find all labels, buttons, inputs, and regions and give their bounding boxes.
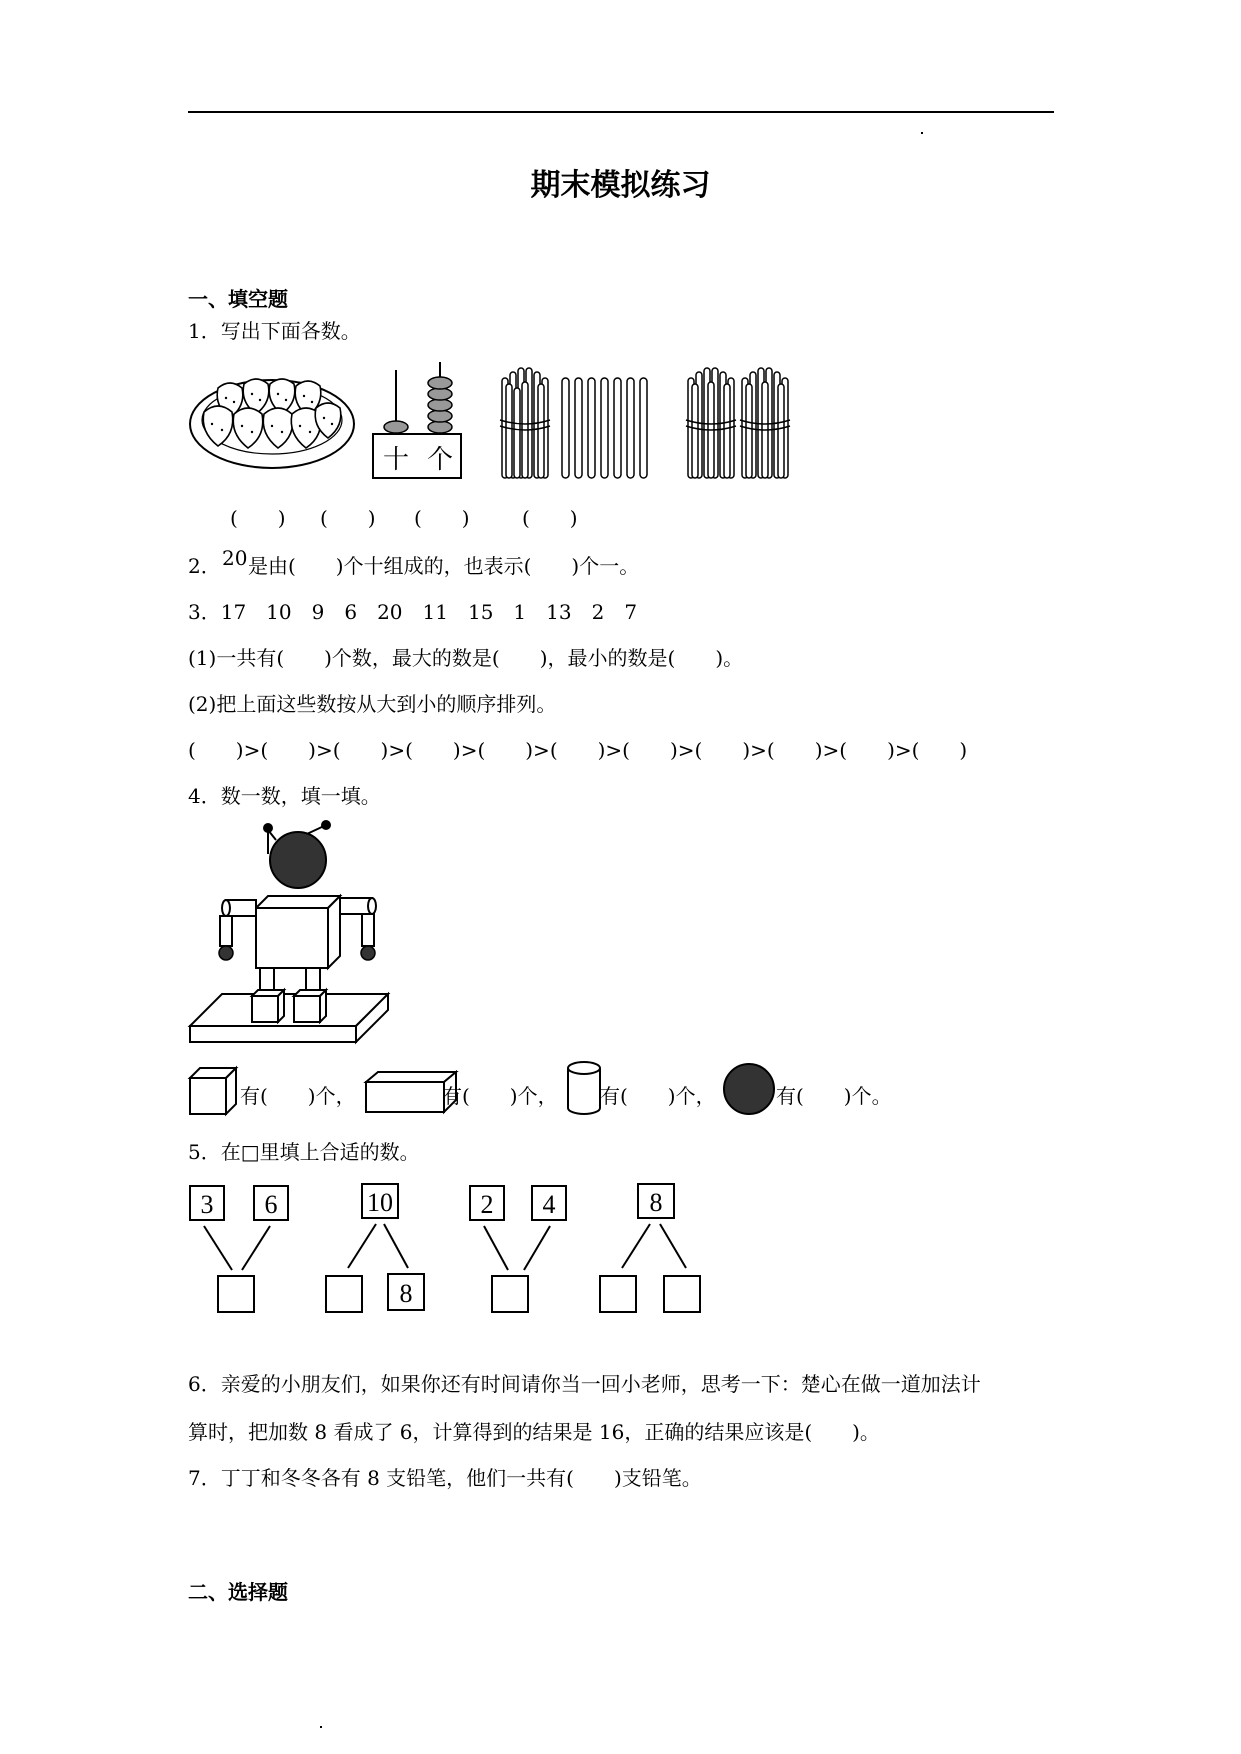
sticks-one-bundle-seven-figure (500, 364, 650, 482)
abacus-figure (372, 362, 464, 480)
tree4-top: 8 (649, 1188, 663, 1217)
q5-prompt: 5．在□里填上合适的数。 (188, 1140, 420, 1164)
q1-answer-2[interactable]: ( ) (320, 506, 376, 530)
q6-line2: 算时，把加数 8 看成了 6，计算得到的结果是 16，正确的结果应该是( )。 (188, 1420, 880, 1444)
abacus-tens-label: 十 (382, 445, 410, 475)
abacus-ones-label: 个 (426, 445, 454, 475)
tree2-top: 10 (367, 1188, 393, 1217)
q2-text: 是由( )个十组成的，也表示( )个一。 (248, 554, 640, 578)
q3-numbers: 3．17 10 9 6 20 11 15 1 13 2 7 (188, 600, 638, 624)
q3-order-line[interactable]: ( )>( )>( )>( )>( )>( )>( )>( )>( )>( )>( ) (188, 738, 968, 762)
q2-value: 20 (222, 546, 248, 570)
sticks-two-bundles-figure (686, 364, 792, 482)
header-dot (921, 132, 923, 134)
q3-sub2: (2)把上面这些数按从大到小的顺序排列。 (188, 692, 557, 716)
q4-prompt: 4．数一数，填一填。 (188, 784, 381, 808)
q4-cuboid-fill[interactable]: 有( )个， (442, 1084, 558, 1108)
robot-figure (188, 818, 388, 1046)
tree2-bottom-right: 8 (399, 1279, 413, 1308)
cylinder-icon (566, 1060, 602, 1118)
tree1-top-left: 3 (200, 1190, 214, 1219)
q1-answer-3[interactable]: ( ) (414, 506, 470, 530)
q4-cube-fill[interactable]: 有( )个， (240, 1084, 356, 1108)
tree3-top-left: 2 (480, 1190, 494, 1219)
q1-answer-1[interactable]: ( ) (230, 506, 286, 530)
footer-dot (320, 1726, 322, 1728)
q7-line: 7．丁丁和冬冬各有 8 支铅笔，他们一共有( )支铅笔。 (188, 1466, 702, 1490)
q1-answer-4[interactable]: ( ) (522, 506, 578, 530)
strawberry-plate-figure (188, 368, 358, 474)
number-bond-trees (186, 1182, 706, 1314)
tree3-top-right: 4 (542, 1190, 556, 1219)
header-rule (188, 111, 1054, 113)
q6-line1: 6．亲爱的小朋友们，如果你还有时间请你当一回小老师，思考一下：楚心在做一道加法计 (188, 1372, 981, 1396)
cube-icon (188, 1066, 240, 1116)
q2-number: 2． (188, 554, 221, 578)
tree1-top-right: 6 (264, 1190, 278, 1219)
sphere-icon (722, 1062, 776, 1116)
page-title: 期末模拟练习 (530, 168, 711, 203)
q1-prompt: 1．写出下面各数。 (188, 319, 361, 343)
q4-sphere-fill[interactable]: 有( )个。 (776, 1084, 892, 1108)
section-fill-blank-heading: 一、填空题 (188, 287, 288, 311)
q4-cylinder-fill[interactable]: 有( )个， (600, 1084, 716, 1108)
section-choice-heading: 二、选择题 (188, 1580, 288, 1604)
q3-sub1: (1)一共有( )个数，最大的数是( )，最小的数是( )。 (188, 646, 744, 670)
